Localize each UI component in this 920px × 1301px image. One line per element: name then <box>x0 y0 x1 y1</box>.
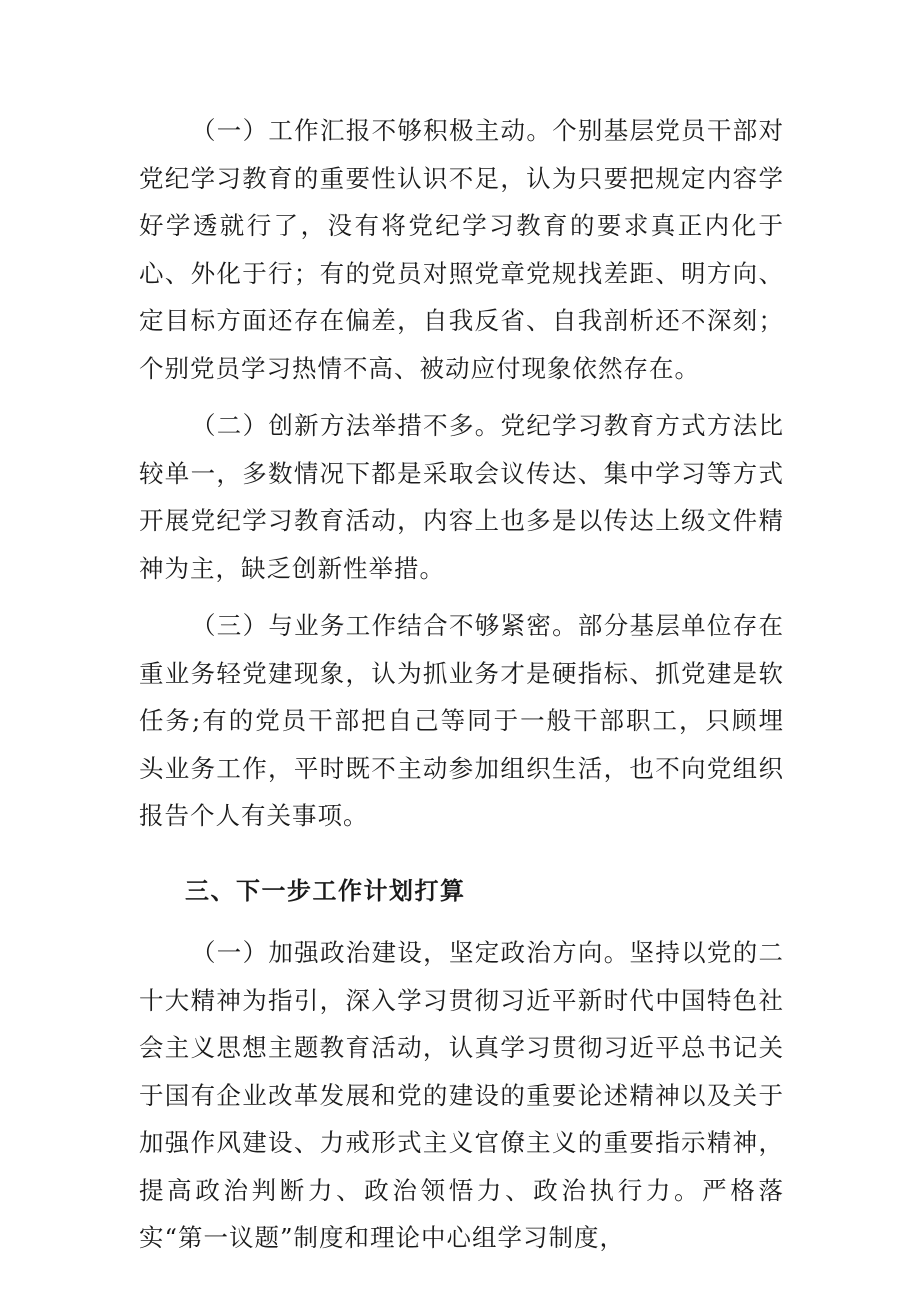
section-heading-next-steps: 三、下一步工作计划打算 <box>185 876 466 905</box>
document-body <box>139 107 784 1262</box>
paragraph-business-integration: （三）与业务工作结合不够紧密。部分基层单位存在重业务轻党建现象，认为抓业务才是硬指标、抓党建是软任务;有的党员干部把自己等同于一般干部职工，只顾埋头业务工作，平时既不主动参加组织生活，也不向党组织报告个人有关事项。 <box>139 611 784 830</box>
paragraph-work-report: （一）工作汇报不够积极主动。个别基层党员干部对党纪学习教育的重要性认识不足，认为只要把规定内容学好学透就行了，没有将党纪学习教育的要求真正内化于心、外化于行；有的党员对照党章党规找差距、明方向、定目标方面还存在偏差，自我反省、自我剖析还不深刻；个别党员学习热情不高、被动应付现象依然存在。 <box>139 116 784 383</box>
paragraph-political-building: （一）加强政治建设，坚定政治方向。坚持以党的二十大精神为指引，深入学习贯彻习近平新时代中国特色社会主义思想主题教育活动，认真学习贯彻习近平总书记关于国有企业改革发展和党的建设的重要论述精神以及关于加强作风建设、力戒形式主义官僚主义的重要指示精神，提高政治判断力、政治领悟力、政治执行力。严格落实“第一议题”制度和理论中心组学习制度， <box>139 938 784 1252</box>
paragraph-innovation-methods: （二）创新方法举措不多。党纪学习教育方式方法比较单一，多数情况下都是采取会议传达、集中学习等方式开展党纪学习教育活动，内容上也多是以传达上级文件精神为主，缺乏创新性举措。 <box>139 411 784 583</box>
